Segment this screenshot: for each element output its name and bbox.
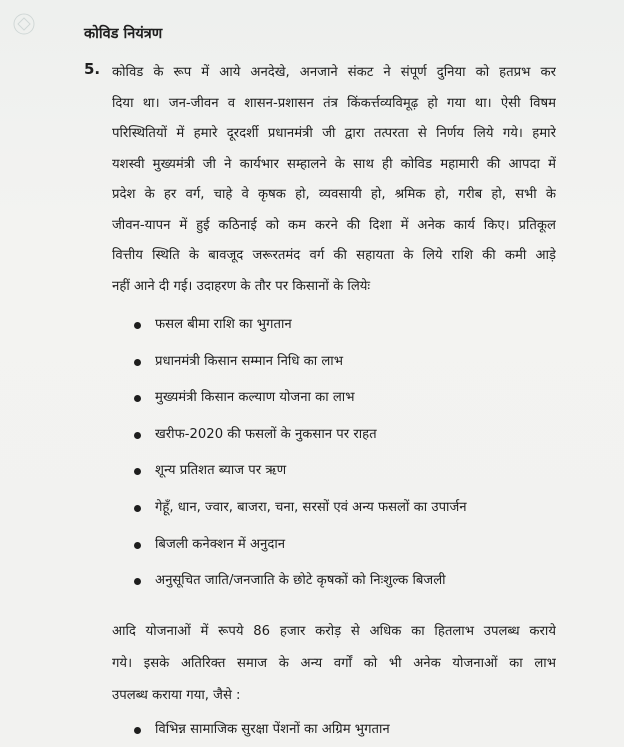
paragraph-line: जीवन-यापन में हुई कठिनाई को कम करने की दिशा में अनेक कार्य किए। प्रतिकूल — [112, 217, 556, 233]
list-item-text: प्रधानमंत्री किसान सम्मान निधि का लाभ — [155, 353, 343, 369]
list-item-text: बिजली कनेक्शन में अनुदान — [155, 536, 286, 552]
list-item-text: विभिन्न सामाजिक सुरक्षा पेंशनों का अग्रिम भुगतान — [155, 722, 390, 737]
paragraph-line: परिस्थितियों में हमारे दूरदर्शी प्रधानमंत्री जी द्वारा तत्परता से निर्णय लिये गये। हमारे — [112, 126, 556, 141]
bullet-icon — [134, 395, 141, 402]
list-item — [134, 383, 467, 420]
bullet-icon — [134, 542, 141, 549]
main-paragraph — [112, 58, 556, 302]
list-item — [134, 420, 467, 457]
list-item — [134, 456, 467, 493]
list-item — [134, 566, 467, 603]
paragraph-line: प्रदेश के हर वर्ग, चाहे वे कृषक हो, व्यवसायी हो, श्रमिक हो, गरीब हो, सभी के — [112, 187, 556, 202]
bullet-icon — [134, 505, 141, 512]
bullet-icon — [134, 578, 141, 585]
list-item-text: फसल बीमा राशि का भुगतान — [155, 317, 292, 332]
list-item — [134, 530, 467, 567]
other-benefits-list — [134, 715, 390, 745]
bullet-icon — [134, 432, 141, 439]
list-item-text: खरीफ-2020 की फसलों के नुकसान पर राहत — [155, 426, 377, 442]
bullet-icon — [134, 359, 141, 366]
list-item-text: अनुसूचित जाति/जनजाति के छोटे कृषकों को निःशुल्क बिजली — [155, 573, 446, 589]
bullet-icon — [134, 727, 141, 734]
paragraph-line: कोविड के रूप में आये अनदेखे, अनजाने संकट ने संपूर्ण दुनिया को हतप्रभ कर — [112, 65, 556, 80]
closing-paragraph — [112, 616, 556, 712]
paragraph-line: आदि योजनाओं में रूपये 86 हजार करोड़ से अधिक का हितलाभ उपलब्ध कराये — [112, 624, 556, 639]
emblem-watermark-icon — [6, 6, 42, 42]
paragraph-line: यशस्वी मुख्यमंत्री जी ने कार्यभार सम्हालने के साथ ही कोविड महामारी की आपदा में — [112, 156, 556, 172]
paragraph-line: उपलब्ध कराया गया, जैसे : — [112, 688, 241, 703]
list-item — [134, 347, 467, 384]
list-item — [134, 493, 467, 530]
list-item-text: शून्य प्रतिशत ब्याज पर ऋण — [155, 463, 287, 479]
section-heading: कोविड नियंत्रण — [84, 26, 163, 42]
paragraph-line: गये। इसके अतिरिक्त समाज के अन्य वर्गों को भी अनेक योजनाओं का लाभ — [112, 656, 556, 671]
list-item-text: गेहूँ, धान, ज्वार, बाजरा, चना, सरसों एवं अन्य फसलों का उपार्जन — [155, 499, 467, 515]
paragraph-line: नहीं आने दी गई। उदाहरण के तौर पर किसानों के लियेः — [112, 278, 371, 294]
list-item — [134, 310, 467, 347]
bullet-icon — [134, 322, 141, 329]
list-item-text: मुख्यमंत्री किसान कल्याण योजना का लाभ — [155, 390, 355, 406]
bullet-icon — [134, 468, 141, 475]
paragraph-number: 5. — [84, 60, 101, 78]
paragraph-line: दिया था। जन-जीवन व शासन-प्रशासन तंत्र किंकर्त्तव्यविमूढ़ हो गया था। ऐसी विषम — [112, 95, 556, 111]
farmer-benefits-list — [134, 310, 467, 603]
paragraph-line: वित्तीय स्थिति के बावजूद जरूरतमंद वर्ग की सहायता के लिये राशि की कमी आड़े — [112, 248, 556, 263]
list-item — [134, 715, 390, 745]
